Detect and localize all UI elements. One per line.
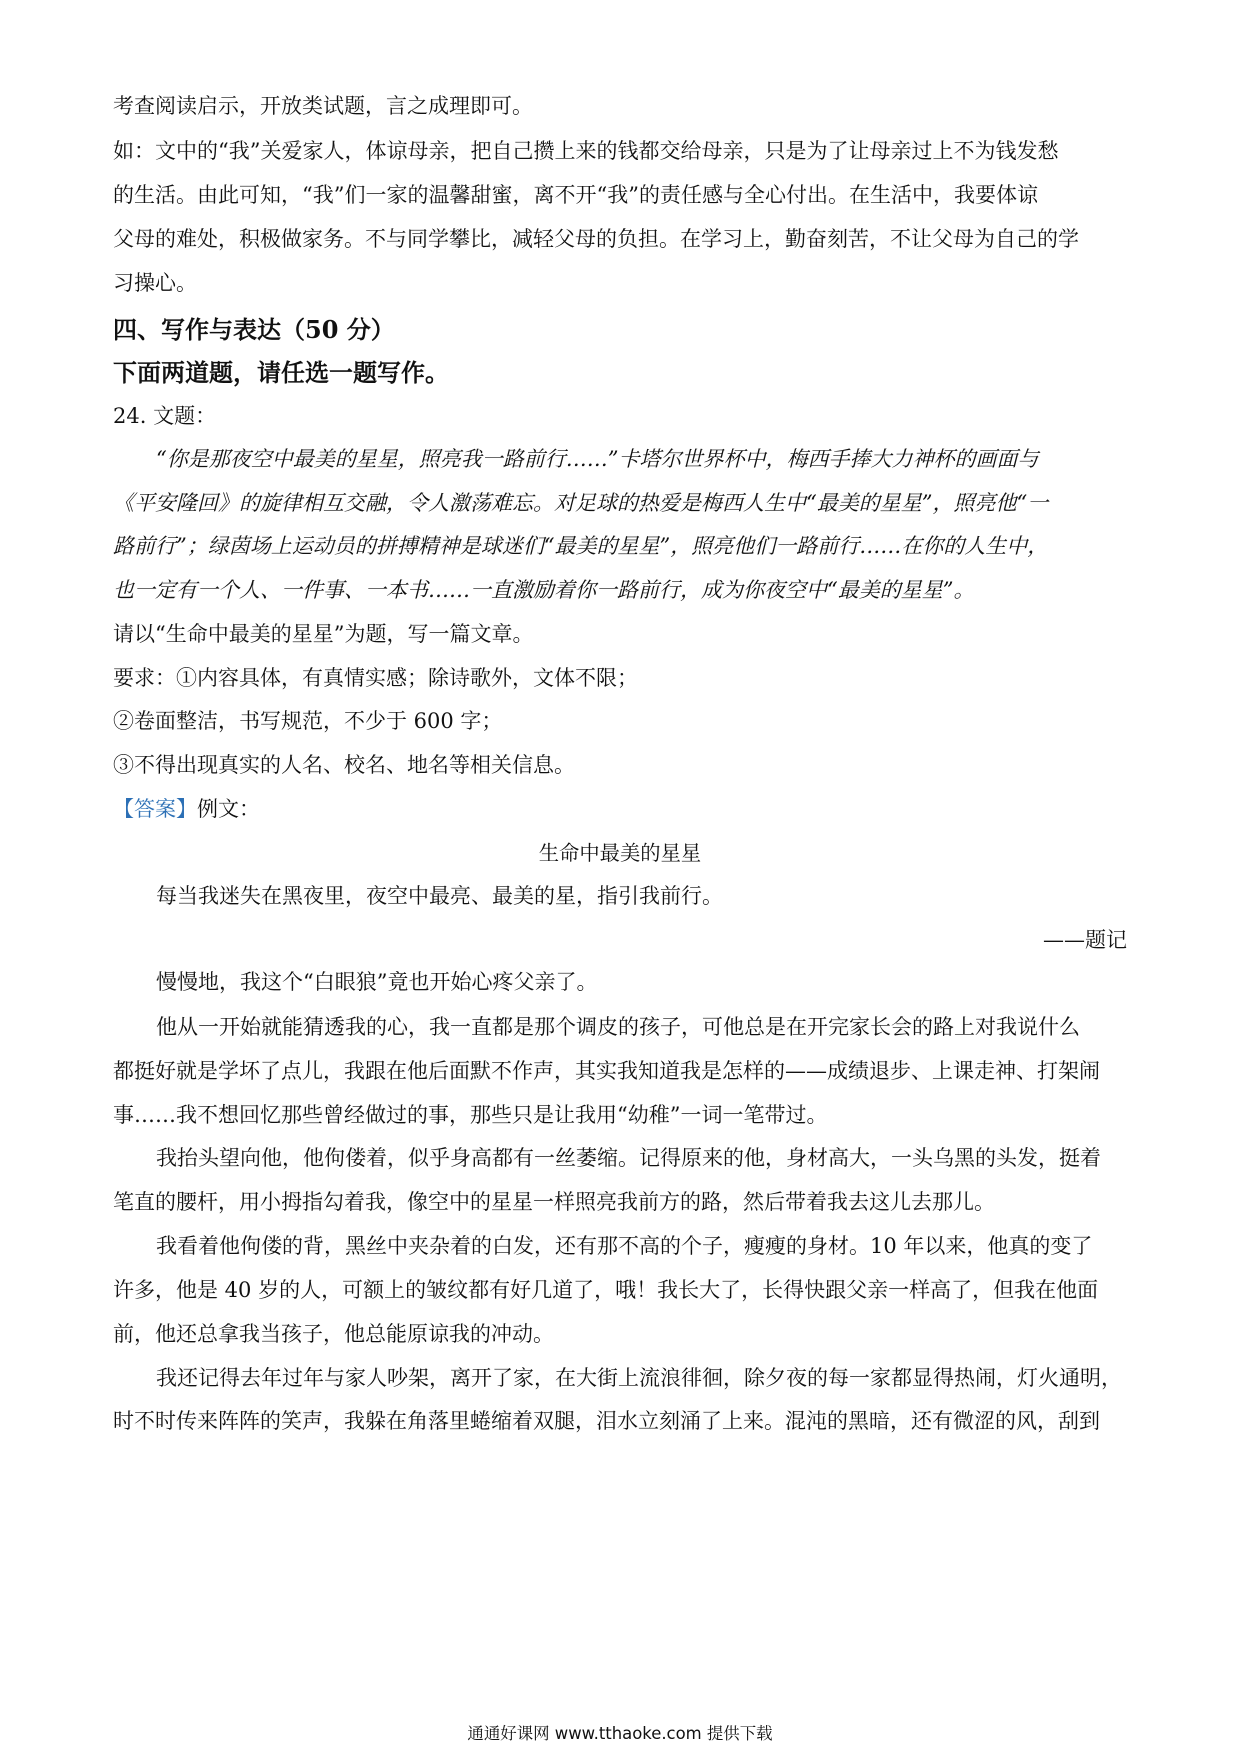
- text-line: 父母的难处，积极做家务。不与同学攀比，减轻父母的负担。在学习上，勤奋刻苦，不让父母为自己的学: [113, 227, 1079, 251]
- prompt-line: 路前行”；绿茵场上运动员的拼搏精神是球迷们“最美的星星”，照亮他们一路前行……在你的人生中，: [113, 534, 1049, 558]
- essay-line: 事……我不想回忆那些曾经做过的事，那些只是让我用“幼稚”一词一笔带过。: [113, 1103, 828, 1127]
- essay-line: 前，他还总拿我当孩子，他总能原谅我的冲动。: [113, 1322, 554, 1346]
- essay-line: 慢慢地，我这个“白眼狼”竟也开始心疼父亲了。: [156, 970, 598, 994]
- prompt-line: “你是那夜空中最美的星星，照亮我一路前行……”卡塔尔世界杯中，梅西手捧大力神杯的画面与: [156, 447, 1039, 471]
- section-title: 四、写作与表达（50 分）: [113, 315, 395, 344]
- essay-line: 笔直的腰杆，用小拇指勾着我，像空中的星星一样照亮我前方的路，然后带着我去这儿去那儿。: [113, 1190, 995, 1214]
- answer-label: 例文：: [197, 797, 260, 821]
- essay-line: 时不时传来阵阵的笑声，我躲在角落里蜷缩着双腿，泪水立刻涌了上来。混沌的黑暗，还有微涩的风，刮到: [113, 1409, 1100, 1433]
- essay-line: 我看着他佝偻的背，黑丝中夹杂着的白发，还有那不高的个子，瘦瘦的身材。10 年以来，他真的变了: [156, 1234, 1093, 1258]
- requirement-line: 要求：①内容具体，有真情实感；除诗歌外，文体不限；: [113, 666, 638, 690]
- essay-line: 都挺好就是学坏了点儿，我跟在他后面默不作声，其实我知道我是怎样的——成绩退步、上课走神、打架闹: [113, 1059, 1100, 1083]
- essay-line: 许多，他是 40 岁的人，可额上的皱纹都有好几道了，哦！我长大了，长得快跟父亲一样高了，但我在他面: [113, 1278, 1099, 1302]
- essay-line: 他从一开始就能猜透我的心，我一直都是那个调皮的孩子，可他总是在开完家长会的路上对我说什么: [156, 1015, 1080, 1039]
- text-line: 如：文中的“我”关爱家人，体谅母亲，把自己攒上来的钱都交给母亲，只是为了让母亲过上不为钱发愁: [113, 139, 1059, 163]
- section-instruction: 下面两道题，请任选一题写作。: [113, 358, 449, 387]
- question-number: 24. 文题：: [113, 404, 217, 428]
- essay-line: 我还记得去年过年与家人吵架，离开了家，在大街上流浪徘徊，除夕夜的每一家都显得热闹，灯火通明，: [156, 1366, 1122, 1390]
- answer-header: [113, 795, 260, 823]
- epigraph-source: ——题记: [1043, 928, 1127, 952]
- answer-tag: 【答案】: [113, 797, 197, 821]
- task-text: 请以“生命中最美的星星”为题，写一篇文章。: [113, 622, 534, 646]
- text-line: 习操心。: [113, 271, 197, 295]
- prompt-line: 也一定有一个人、一件事、一本书……一直激励着你一路前行，成为你夜空中“最美的星星”。: [113, 578, 975, 602]
- requirement-line: ③不得出现真实的人名、校名、地名等相关信息。: [113, 753, 575, 777]
- page-footer: 通通好课网 www.tthaoke.com 提供下载: [467, 1724, 773, 1743]
- requirement-line: ②卷面整洁，书写规范，不少于 600 字；: [113, 709, 503, 733]
- epigraph: 每当我迷失在黑夜里，夜空中最亮、最美的星，指引我前行。: [156, 884, 723, 908]
- essay-line: 我抬头望向他，他佝偻着，似乎身高都有一丝萎缩。记得原来的他，身材高大，一头乌黑的头发，挺着: [156, 1146, 1101, 1170]
- text-line: 的生活。由此可知，“我”们一家的温馨甜蜜，离不开“我”的责任感与全心付出。在生活中，我要体谅: [113, 183, 1038, 207]
- prompt-line: 《平安隆回》的旋律相互交融，令人激荡难忘。对足球的热爱是梅西人生中“最美的星星”，照亮他“一: [113, 491, 1049, 515]
- text-line: 考查阅读启示，开放类试题，言之成理即可。: [113, 94, 533, 118]
- essay-title: 生命中最美的星星: [538, 841, 702, 865]
